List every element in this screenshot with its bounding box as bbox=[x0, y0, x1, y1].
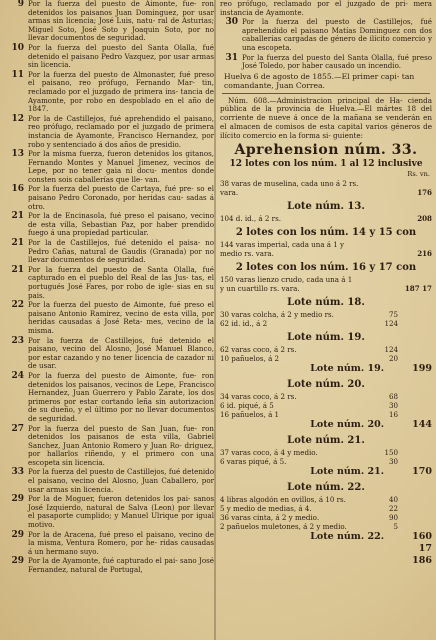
lot-total-value: 160 17 bbox=[412, 531, 432, 555]
report-entry bbox=[6, 44, 214, 70]
entry-text: Por la misma fuerza, fueron detenidos los gitanos, Fernando Montes y Manuel Jimenez, vecinos de Lepe, por no tener gaia ni docu- mentos donde consten sois caballerías que lle- van. bbox=[28, 149, 214, 184]
lot-desc: vara. bbox=[220, 188, 239, 198]
entry-text: Por la de Castillejos, fué aprehendido el paisano, reo prófugo, reclamado por el juzgado de primera instancia de Ayamonte, Francisco Hernandez, por robo y sentenciado á dos años de presidio. bbox=[28, 113, 214, 149]
report-entry bbox=[6, 495, 214, 529]
report-entry bbox=[220, 54, 432, 71]
right-entries bbox=[220, 18, 432, 71]
entry-text: Por la fuerza del puesto de Aimonte, fue- ron detenidos los paisanos Juan Dominguez, por usar armas sin licencia; José Luis, natu- ral de Asturias; Miguel Soto, José Soto y Joaquin Soto, por no llevar documentos de seguridad. bbox=[28, 0, 214, 43]
lot-desc: 34 varas coco, á 2 rs. bbox=[220, 392, 297, 402]
lot-desc: 10 pañuelos, á 2 bbox=[220, 354, 280, 364]
report-entry bbox=[6, 150, 214, 184]
entry-day-number: 11 bbox=[11, 69, 24, 80]
entry-text: Por la fuerza del puesto de Santa Olalla, fué capturado en el pueblo del Real de las Jus- tas, el portugués José Fares, por robo de igle- sias en su pais. bbox=[28, 264, 214, 300]
entry-day-number: 9 bbox=[17, 0, 24, 9]
entry-day-number: 21 bbox=[11, 211, 24, 222]
lot-desc: 144 varas imperial, cada una á 1 y bbox=[220, 240, 345, 250]
entry-day-number: 31 bbox=[225, 52, 238, 63]
lot-desc: 5 y medio de medias, á 4. bbox=[220, 504, 312, 514]
report-entry bbox=[6, 301, 214, 335]
entry-text: Por la fuerza del puesto del Santa Olalla, fué detenido el paisano Pedro Vazquez, por usar armas sin licencia. bbox=[28, 42, 214, 70]
lot-lamt: 22 bbox=[388, 504, 398, 514]
lot-total bbox=[220, 363, 432, 375]
lot-row bbox=[220, 401, 432, 410]
report-entry bbox=[6, 239, 214, 265]
entry-text: Por la de Aracena, fué preso el paisano, vecino de la misma, Ventura Romero, por he- ridas causadas á un hermano suyo. bbox=[28, 529, 214, 556]
lot-total-value: 170 bbox=[412, 466, 432, 478]
lot-row bbox=[220, 188, 432, 197]
entry-day-number: 27 bbox=[11, 423, 24, 434]
report-entry bbox=[6, 0, 214, 43]
lot-desc: 2 pañuelos muletones, á 2 y medio. bbox=[220, 522, 347, 532]
entry-text: Por la fuerza del puesto de Castillejos, fué aprehendido el paisano Matías Dominguez con dos caballerías cargadas de género de ilícito comercio y una escopeta. bbox=[242, 17, 432, 52]
lot-total-label: Lote núm. 21. bbox=[310, 466, 384, 478]
lot-total-label: Lote núm. 20. bbox=[310, 419, 384, 431]
entry-day-number: 10 bbox=[11, 42, 24, 53]
lots-list bbox=[220, 179, 432, 555]
entry-text: Por la fuerza del puesto de San Juan, fue- ron detenidos los paisanos de esta villa, Gabriel Sanchez, Juan Antonio Romero y Juan Ro- driguez, por hallarlos riñendo, y el primero con una escopeta sin licencia. bbox=[28, 423, 214, 467]
lot-row bbox=[220, 504, 432, 513]
entry-text: Por la de Encinasola, fué preso el paisano, vecino de esta villa, Sebastian Paz, por haber prendido fuego á una propiedad particular. bbox=[28, 211, 214, 238]
report-entry bbox=[220, 18, 432, 52]
entry-day-number: 33 bbox=[11, 467, 24, 478]
lot-lamt: 40 bbox=[388, 495, 398, 505]
lot-lamt: 16 bbox=[388, 410, 398, 420]
lot-desc: 37 varas coco, á 4 y medio. bbox=[220, 448, 318, 458]
continuation-text: reo prófugo, reclamado por el juzgado de pri- mera instancia de Ayamonte. bbox=[220, 0, 432, 17]
lot-title: Lote núm. 21. bbox=[287, 435, 365, 447]
lot-row bbox=[220, 310, 432, 319]
lot-row bbox=[220, 495, 432, 504]
lot-title: Lote núm. 18. bbox=[287, 297, 365, 309]
lot-row bbox=[220, 284, 432, 293]
lot-lamt: 124 bbox=[384, 345, 398, 355]
lot-desc: 150 varas lienzo crudo, cada una á 1 bbox=[220, 275, 353, 285]
entry-day-number: 16 bbox=[11, 184, 24, 195]
apprehension-subtitle: 12 lotes con los núm. 1 al 12 inclusive bbox=[229, 159, 423, 170]
lot-total-value: 144 bbox=[412, 419, 432, 431]
lot-row bbox=[220, 345, 432, 354]
lot-desc: 62 id. id., á 2 bbox=[220, 319, 268, 329]
currency-label: Rs. vn. bbox=[407, 170, 430, 179]
lot-desc: 30 varas colcha, á 2 y medio rs. bbox=[220, 310, 334, 320]
report-entry bbox=[6, 266, 214, 300]
entry-text: Por la fuerza del puesto del Santa Olalla, fué preso José Toledo, por haber causado un incendio. bbox=[242, 52, 432, 71]
apprehension-title: Aprehension núm. 33. bbox=[234, 142, 418, 159]
lot-row bbox=[220, 275, 432, 284]
lot-title: Lote núm. 19. bbox=[287, 332, 365, 344]
column-divider bbox=[214, 0, 216, 640]
lot-row bbox=[220, 240, 432, 249]
lot-row bbox=[220, 249, 432, 258]
report-entry bbox=[6, 71, 214, 114]
lot-row bbox=[220, 179, 432, 188]
lot-ramt: 208 bbox=[417, 214, 432, 224]
report-entry bbox=[6, 557, 214, 574]
entry-text: Por la fuerza de Castillejos, fué detenido el paisano, vecino del Alosno, José Manuel Blanco, por estar cazando y no tener licencia de cazador ni de usar. bbox=[28, 335, 214, 371]
lot-row bbox=[220, 457, 432, 466]
lot-lamt: 90 bbox=[388, 513, 398, 523]
lot-total-label: Lote núm. 19. bbox=[310, 363, 384, 375]
sale-notice: Núm. 608.—Administracion principal de Ha- cienda pública de la provincia de Huelva.—El mártes 18 del corriente de nueve á once de la mañana se venderán en el almacen de comisos de esta capital varios géneros de ilícito comercio en la forma si- guiente: bbox=[220, 95, 432, 140]
lot-desc: 36 varas cinta, á 2 y medio. bbox=[220, 513, 320, 523]
entry-text: Por la de Moguer, fueron detenidos los pai- sanos José Izquierdo, natural de Salva (Leon) por llevar el pasaporte cumplido; y Manuel Ulrique por igual motivo. bbox=[28, 494, 214, 530]
entry-text: Por la fuerza del puesto de Castillejos, fué detenido el paisano, vecino del Alosno, Juan Caballero, por usar armas sin licencia. bbox=[28, 467, 214, 494]
lot-total bbox=[220, 466, 432, 478]
lot-row bbox=[220, 410, 432, 419]
lot-ramt: 176 bbox=[417, 188, 432, 198]
entry-day-number: 21 bbox=[11, 264, 24, 275]
report-entry bbox=[6, 212, 214, 238]
report-entry bbox=[6, 115, 214, 149]
report-entry bbox=[6, 337, 214, 371]
right-column bbox=[220, 0, 432, 640]
entry-day-number: 24 bbox=[11, 370, 24, 381]
lot-desc: y un cuartillo rs. vara. bbox=[220, 284, 300, 294]
lot-ramt: 187 17 bbox=[404, 284, 432, 294]
lot-total-value: 199 bbox=[412, 363, 432, 375]
lot-total bbox=[220, 531, 432, 555]
lot-lamt: 124 bbox=[384, 319, 398, 329]
entry-text: Por la fuerza del puesto de Cartaya, fué pre- so el paisano Pedro Coronado, por heridas cau- sadas á otro. bbox=[28, 184, 214, 211]
report-entry bbox=[6, 185, 214, 211]
lot-desc: 6 varas piqué, á 5. bbox=[220, 457, 287, 467]
lot-ramt: 216 bbox=[417, 249, 432, 259]
entry-day-number: 12 bbox=[11, 113, 24, 124]
lot-row bbox=[220, 319, 432, 328]
lot-lamt: 30 bbox=[388, 401, 398, 411]
lot-row bbox=[220, 392, 432, 401]
lot-lamt: 150 bbox=[384, 448, 398, 458]
lot-title: Lote núm. 22. bbox=[287, 482, 365, 494]
entry-day-number: 21 bbox=[11, 238, 24, 249]
entry-day-number: 13 bbox=[11, 149, 24, 160]
report-entry bbox=[6, 372, 214, 424]
lot-lamt: 20 bbox=[388, 354, 398, 364]
lot-desc: medio rs. vara. bbox=[220, 249, 274, 259]
report-entry bbox=[6, 425, 214, 468]
lot-row bbox=[220, 354, 432, 363]
lot-desc: 16 pañuelos, á 1 bbox=[220, 410, 280, 420]
entry-text: Por la fuerza del puesto de Almonaster, fué preso el paisano, reo prófugo, Fernando Mar- tin, reclamado por el juzgado de primera ins- tancia de Ayamonte, por robo en despoblado en el año de 1847. bbox=[28, 69, 214, 114]
entry-text: Por la de Castillejos, fué detenido el paisa- no Pedro Cañas, natural de Gaudis (Granada) por no llevar documentos de seguridad. bbox=[28, 238, 214, 265]
final-total bbox=[220, 555, 432, 567]
lot-desc: 104 d. id., á 2 rs. bbox=[220, 214, 281, 224]
report-entry bbox=[6, 468, 214, 494]
entry-day-number: 23 bbox=[11, 335, 24, 346]
left-column bbox=[6, 0, 214, 640]
lot-title: Lote núm. 20. bbox=[287, 379, 365, 391]
lot-desc: 4 libras algodón en ovillos, á 10 rs. bbox=[220, 495, 346, 505]
lot-row bbox=[220, 522, 432, 531]
entry-text: Por la de Ayamonte, fué capturado el pai- sano José Fernandez, natural de Portugal, bbox=[28, 556, 214, 574]
date-signature: Huelva 6 de agosto de 1855.—El primer capi- tan comandante, Juan Correa. bbox=[224, 71, 415, 90]
lot-lamt: 5 bbox=[393, 522, 398, 532]
report-entry bbox=[6, 531, 214, 557]
lot-row bbox=[220, 448, 432, 457]
entry-text: Por la fuerza del puesto de Aimonte, fué preso el paisano Antonio Ramirez, vecino de esta villa, por heridas causadas á José Reta- mes, vecino de la misma. bbox=[28, 300, 214, 335]
entry-day-number: 30 bbox=[225, 17, 238, 28]
final-total-value: 186 bbox=[412, 555, 432, 567]
lot-title: Lote núm. 13. bbox=[287, 201, 365, 213]
lot-lamt: 75 bbox=[388, 310, 398, 320]
lot-total bbox=[220, 419, 432, 431]
lot-lamt: 68 bbox=[388, 392, 398, 402]
entry-day-number: 29 bbox=[11, 556, 24, 567]
lot-title: 2 lotes con los núm. 16 y 17 con bbox=[235, 262, 417, 274]
lot-row bbox=[220, 214, 432, 223]
entry-day-number: 29 bbox=[11, 529, 24, 540]
entry-text: Por la fuerza del puesto de Aimonte, fue- ron detenidos los paisanos, vecinos de Lepe, Francisco Hernandez, Juan Guerrero y Pablo Zarate, los dos primeros por estar cortando leña sin autorizacion de su dueño, y el último por no llevar documentos de seguridad. bbox=[28, 370, 214, 423]
lot-total-label: Lote núm. 22. bbox=[310, 531, 384, 543]
lot-title: 2 lotes con los núm. 14 y 15 con bbox=[235, 227, 417, 239]
lot-desc: 6 id. piqué, á 5 bbox=[220, 401, 274, 411]
lot-row bbox=[220, 513, 432, 522]
lot-desc: 38 varas de muselina, cada uno á 2 rs. bbox=[220, 179, 359, 189]
separator-rule bbox=[222, 93, 430, 94]
entry-day-number: 29 bbox=[11, 494, 24, 505]
entry-day-number: 22 bbox=[11, 300, 24, 311]
lot-desc: 62 varas coco, á 2 rs. bbox=[220, 345, 297, 355]
lot-lamt: 30 bbox=[388, 457, 398, 467]
